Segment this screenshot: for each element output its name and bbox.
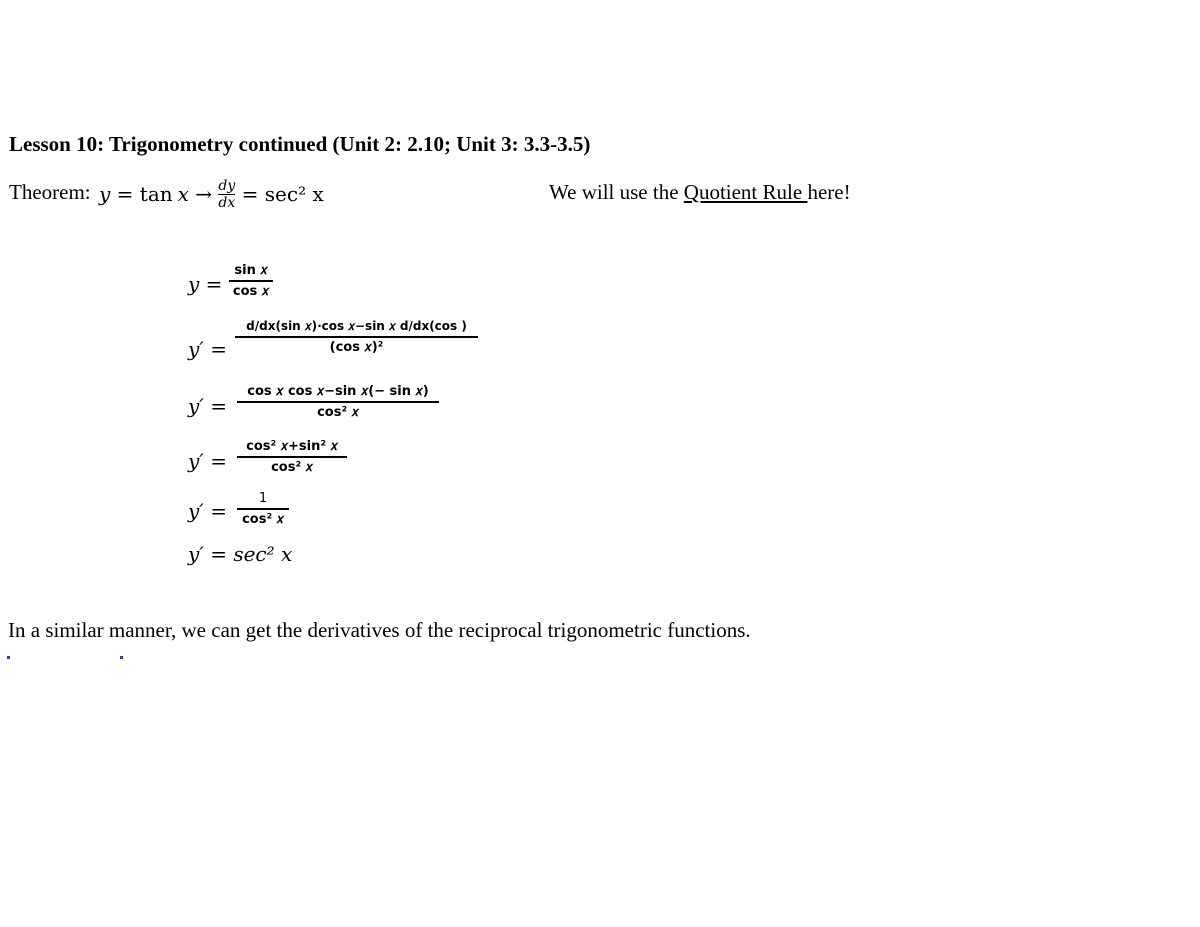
deriv-line2-lhs: y′ = [188, 337, 227, 361]
deriv-line1-num: sin 𝑥 [234, 263, 268, 278]
theorem-label: Theorem: [9, 180, 91, 204]
deriv-line4-fraction [237, 439, 347, 475]
theorem-dx: dx [218, 195, 236, 211]
deriv-line1-lhs: y = [188, 272, 223, 296]
theorem-expression [99, 180, 324, 213]
deriv-line1-den: cos 𝑥 [232, 284, 270, 299]
marker-dot-right [120, 656, 123, 659]
theorem-equals-2: = [235, 182, 265, 207]
theorem-equals: = [110, 182, 140, 207]
theorem-sec2: sec² x [264, 182, 324, 207]
deriv-line4-lhs: y′ = [188, 449, 227, 473]
deriv-line5-fraction [237, 491, 289, 527]
deriv-line3-den: cos² 𝑥 [317, 405, 359, 420]
deriv-line2-den: (cos 𝑥)² [329, 340, 384, 355]
theorem-tan: tan [139, 182, 173, 207]
deriv-line2-num: d/dx(sin 𝑥)∙cos 𝑥−sin 𝑥 d/dx(cos ) [246, 319, 467, 333]
deriv-line3-fraction [237, 384, 439, 420]
deriv-line5-num: 1 [258, 491, 268, 506]
deriv-line2-fraction [235, 319, 478, 355]
theorem-arrow: → [188, 182, 219, 207]
deriv-line5-lhs: y′ = [188, 499, 227, 523]
theorem-y: y [99, 182, 111, 207]
deriv-line3-lhs: y′ = [188, 394, 227, 418]
deriv-line4-num: cos² 𝑥+sin² 𝑥 [246, 439, 338, 454]
theorem-dydx [218, 178, 235, 211]
theorem-dy: dy [218, 178, 236, 194]
marker-dot-left [7, 656, 10, 659]
deriv-line1-fraction [229, 263, 273, 299]
deriv-line3-num: cos 𝑥 cos 𝑥−sin 𝑥(− sin 𝑥) [247, 384, 429, 399]
closing-paragraph: In a similar manner, we can get the derivatives of the reciprocal trigonometric functions. [8, 618, 751, 642]
note-suffix: here! [807, 180, 851, 204]
deriv-line5-den: cos² 𝑥 [242, 512, 284, 527]
lesson-title: Lesson 10: Trigonometry continued (Unit 2: 2.10; Unit 3: 3.3-3.5) [9, 132, 591, 156]
quotient-rule-link[interactable]: Quotient Rule [683, 180, 808, 204]
deriv-line4-den: cos² 𝑥 [271, 460, 313, 475]
note-prefix: We will use the [549, 180, 684, 204]
deriv-line6: y′ = sec² 𝑥 [188, 542, 293, 566]
theorem-x: x [177, 182, 189, 207]
quotient-rule-note [549, 180, 851, 205]
